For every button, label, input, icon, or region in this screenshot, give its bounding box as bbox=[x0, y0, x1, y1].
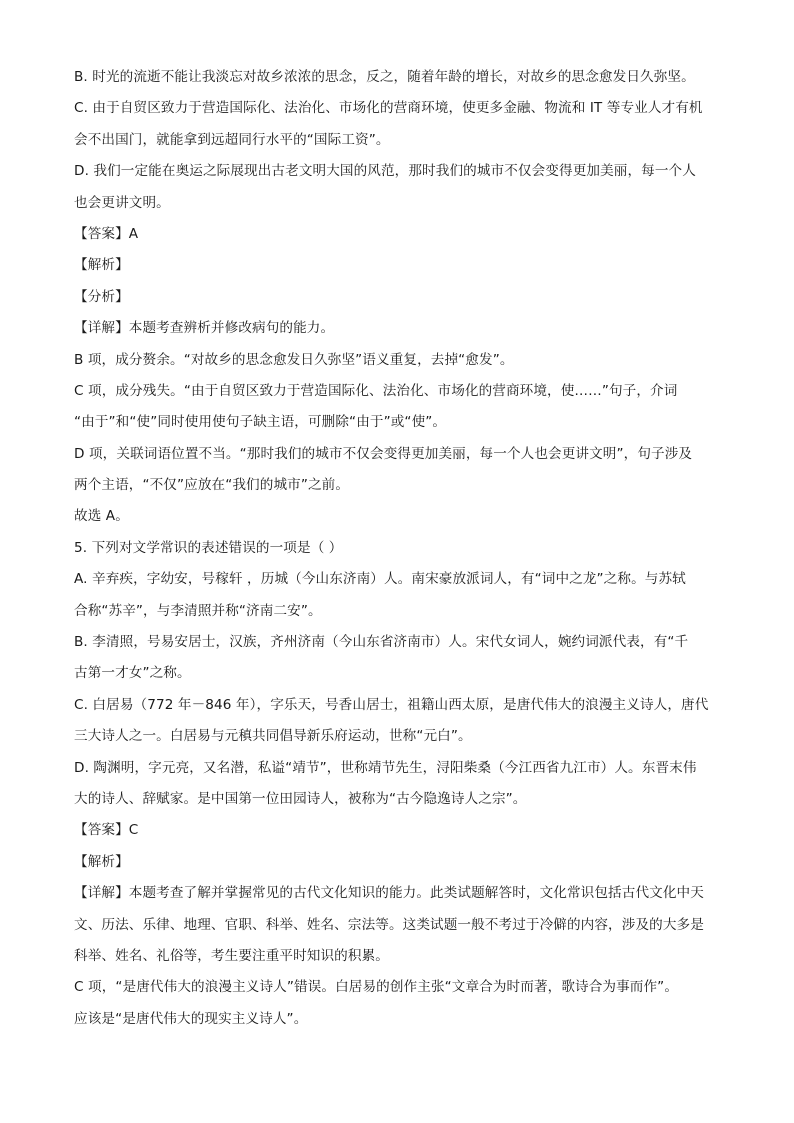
text-line: C. 白居易（772 年－846 年），字乐天，号香山居士，祖籍山西太原，是唐代伟大的浪漫主义诗人，唐代 bbox=[74, 696, 709, 713]
text-line: D. 陶渊明，字元亮，又名潜，私谥“靖节”，世称靖节先生，浔阳柴桑（今江西省九江市）人。东晋末伟 bbox=[74, 759, 697, 776]
text-line: 应该是“是唐代伟大的现实主义诗人”。 bbox=[74, 1010, 308, 1027]
text-line: 【分析】 bbox=[74, 288, 129, 305]
text-line: D 项，关联词语位置不当。“那时我们的城市不仅会变得更加美丽，每一个人也会更讲文明”，句子涉及 bbox=[74, 445, 693, 462]
text-line: 文、历法、乐律、地理、官职、科举、姓名、宗法等。这类试题一般不考过于冷僻的内容，涉及的大多是 bbox=[74, 916, 704, 933]
text-line: C. 由于自贸区致力于营造国际化、法治化、市场化的营商环境，使更多金融、物流和 IT 等专业人才有机 bbox=[74, 100, 703, 117]
text-line: 【解析】 bbox=[74, 257, 129, 274]
text-line: 【解析】 bbox=[74, 853, 129, 870]
text-line: 【答案】A bbox=[74, 225, 139, 242]
text-line: 大的诗人、辞赋家。是中国第一位田园诗人，被称为“古今隐逸诗人之宗”。 bbox=[74, 790, 527, 807]
text-line: 两个主语，“不仅”应放在“我们的城市”之前。 bbox=[74, 477, 350, 494]
text-line: C 项，“是唐代伟大的浪漫主义诗人”错误。白居易的创作主张“文章合为时而著，歌诗合为事而作”。 bbox=[74, 979, 679, 996]
text-line: “由于”和“使”同时使用使句子缺主语，可删除“由于”或“使”。 bbox=[74, 414, 447, 431]
text-line: B 项，成分赘余。“对故乡的思念愈发日久弥坚”语义重复，去掉“愈发”。 bbox=[74, 351, 514, 368]
text-line: B. 时光的流逝不能让我淡忘对故乡浓浓的思念，反之，随着年龄的增长，对故乡的思念愈发日久弥坚。 bbox=[74, 69, 695, 85]
text-line: 也会更讲文明。 bbox=[74, 194, 170, 211]
text-line: 古第一才女”之称。 bbox=[74, 665, 191, 682]
text-line: C 项，成分残失。“由于自贸区致力于营造国际化、法治化、市场化的营商环境，使……”句子，介词 bbox=[74, 382, 678, 399]
text-line: 会不出国门，就能拿到远超同行水平的“国际工资”。 bbox=[74, 131, 390, 148]
text-line: D. 我们一定能在奥运之际展现出古老文明大国的风范，那时我们的城市不仅会变得更加美丽，每一个人 bbox=[74, 163, 696, 180]
document-page bbox=[74, 62, 724, 1035]
text-line: 故选 A。 bbox=[74, 508, 129, 525]
text-line: 三大诗人之一。白居易与元稹共同倡导新乐府运动，世称“元白”。 bbox=[74, 728, 472, 745]
text-line: 5. 下列对文学常识的表述错误的一项是（ ） bbox=[74, 539, 343, 556]
text-line: A. 辛弃疾，字幼安，号稼轩 ，历城（今山东济南）人。南宋豪放派词人，有“词中之龙”之称。与苏轼 bbox=[74, 571, 686, 588]
text-line: B. 李清照，号易安居士，汉族，齐州济南（今山东省济南市）人。宋代女词人，婉约词派代表，有“千 bbox=[74, 634, 689, 651]
text-line: 合称“苏辛”，与李清照并称“济南二安”。 bbox=[74, 602, 322, 619]
text-line: 科举、姓名、礼俗等，考生要注重平时知识的积累。 bbox=[74, 947, 389, 964]
text-line: 【答案】C bbox=[74, 822, 139, 839]
text-line: 【详解】本题考查了解并掌握常见的古代文化知识的能力。此类试题解答时，文化常识包括古代文化中天 bbox=[74, 885, 704, 902]
text-line: 【详解】本题考查辨析并修改病句的能力。 bbox=[74, 320, 335, 337]
